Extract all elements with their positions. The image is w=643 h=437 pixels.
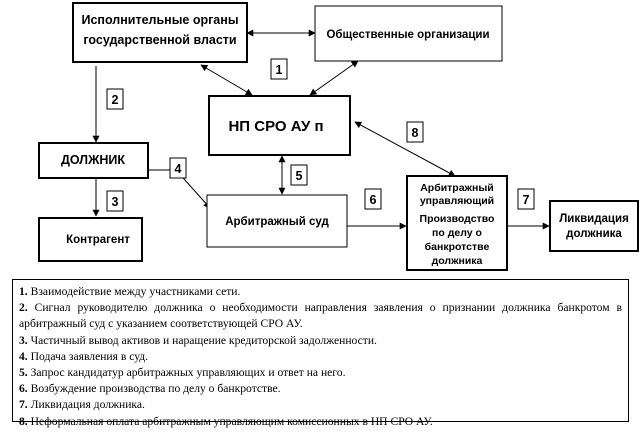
node-debtor bbox=[39, 143, 148, 178]
debtor-label: ДОЛЖНИК bbox=[60, 153, 126, 167]
legend-item-4: 4. Подача заявления в суд. bbox=[19, 349, 149, 363]
badge-1 bbox=[271, 59, 287, 79]
svg-text:2: 2 bbox=[111, 93, 119, 107]
legend-item-5: 5. Запрос кандидатур арбитражных управляющих и ответ на него. bbox=[19, 366, 346, 380]
public-orgs-label: Общественные организации bbox=[326, 29, 490, 41]
contragent-label: Контрагент bbox=[66, 234, 130, 246]
legend-item-2: 2. Сигнал руководителю должника о необходимости направления заявления о признании должника банкротом в арбитражный суд с указанием соответствующей СРО АУ. bbox=[19, 301, 622, 331]
badge-5 bbox=[291, 165, 307, 185]
badge-6 bbox=[365, 189, 381, 209]
liquidation-line-1: Ликвидация bbox=[559, 213, 629, 225]
executive-line-1: Исполнительные органы bbox=[81, 13, 239, 27]
legend-box bbox=[12, 279, 629, 428]
node-arb-court bbox=[207, 195, 347, 247]
badge-8 bbox=[407, 122, 423, 142]
node-public-orgs bbox=[315, 6, 502, 61]
svg-text:8: 8 bbox=[411, 126, 419, 140]
svg-text:7: 7 bbox=[522, 193, 530, 207]
svg-text:3: 3 bbox=[111, 195, 119, 209]
badge-4 bbox=[170, 158, 186, 178]
executive-line-2: государственной власти bbox=[83, 33, 237, 47]
node-contragent bbox=[39, 218, 142, 261]
arb-manager-line-2: управляющий bbox=[419, 195, 495, 207]
badge-7 bbox=[518, 189, 534, 209]
badge-3 bbox=[107, 191, 123, 211]
arb-manager-line-5: банкротстве bbox=[424, 241, 490, 253]
arb-court-label: Арбитражный суд bbox=[225, 216, 329, 228]
arb-manager-line-3: Производство bbox=[419, 213, 495, 225]
legend-item-1: 1. Взаимодействие между участниками сети. bbox=[19, 285, 241, 298]
badge-2 bbox=[107, 89, 123, 109]
arb-manager-line-4: по делу о bbox=[432, 227, 482, 239]
svg-text:4: 4 bbox=[174, 162, 182, 176]
arrow-public-np bbox=[310, 61, 358, 95]
legend-item-3: 3. Частичный вывод активов и наращение кредиторской задолженности. bbox=[19, 333, 377, 347]
liquidation-line-2: должника bbox=[566, 228, 622, 240]
legend-item-7: 7. Ликвидация должника. bbox=[19, 398, 145, 412]
node-np-sro bbox=[209, 96, 350, 155]
legend-item-6: 6. Возбуждение производства по делу о банкротстве. bbox=[19, 382, 281, 396]
node-arb-manager bbox=[407, 176, 507, 270]
legend-item-8: 8. Неформальная оплата арбитражным управляющим комиссионных в НП СРО АУ. bbox=[19, 414, 433, 428]
node-executive bbox=[73, 3, 247, 62]
arb-manager-line-1: Арбитражный bbox=[420, 182, 494, 194]
arb-manager-line-6: должника bbox=[431, 255, 483, 267]
arrow-executive-np bbox=[201, 65, 252, 95]
np-sro-label: НП СРО АУ п bbox=[228, 118, 324, 135]
node-liquidation bbox=[550, 201, 638, 251]
svg-text:5: 5 bbox=[295, 169, 303, 183]
arrow-np-manager bbox=[355, 122, 455, 176]
svg-text:6: 6 bbox=[369, 193, 377, 207]
svg-text:1: 1 bbox=[275, 63, 283, 77]
